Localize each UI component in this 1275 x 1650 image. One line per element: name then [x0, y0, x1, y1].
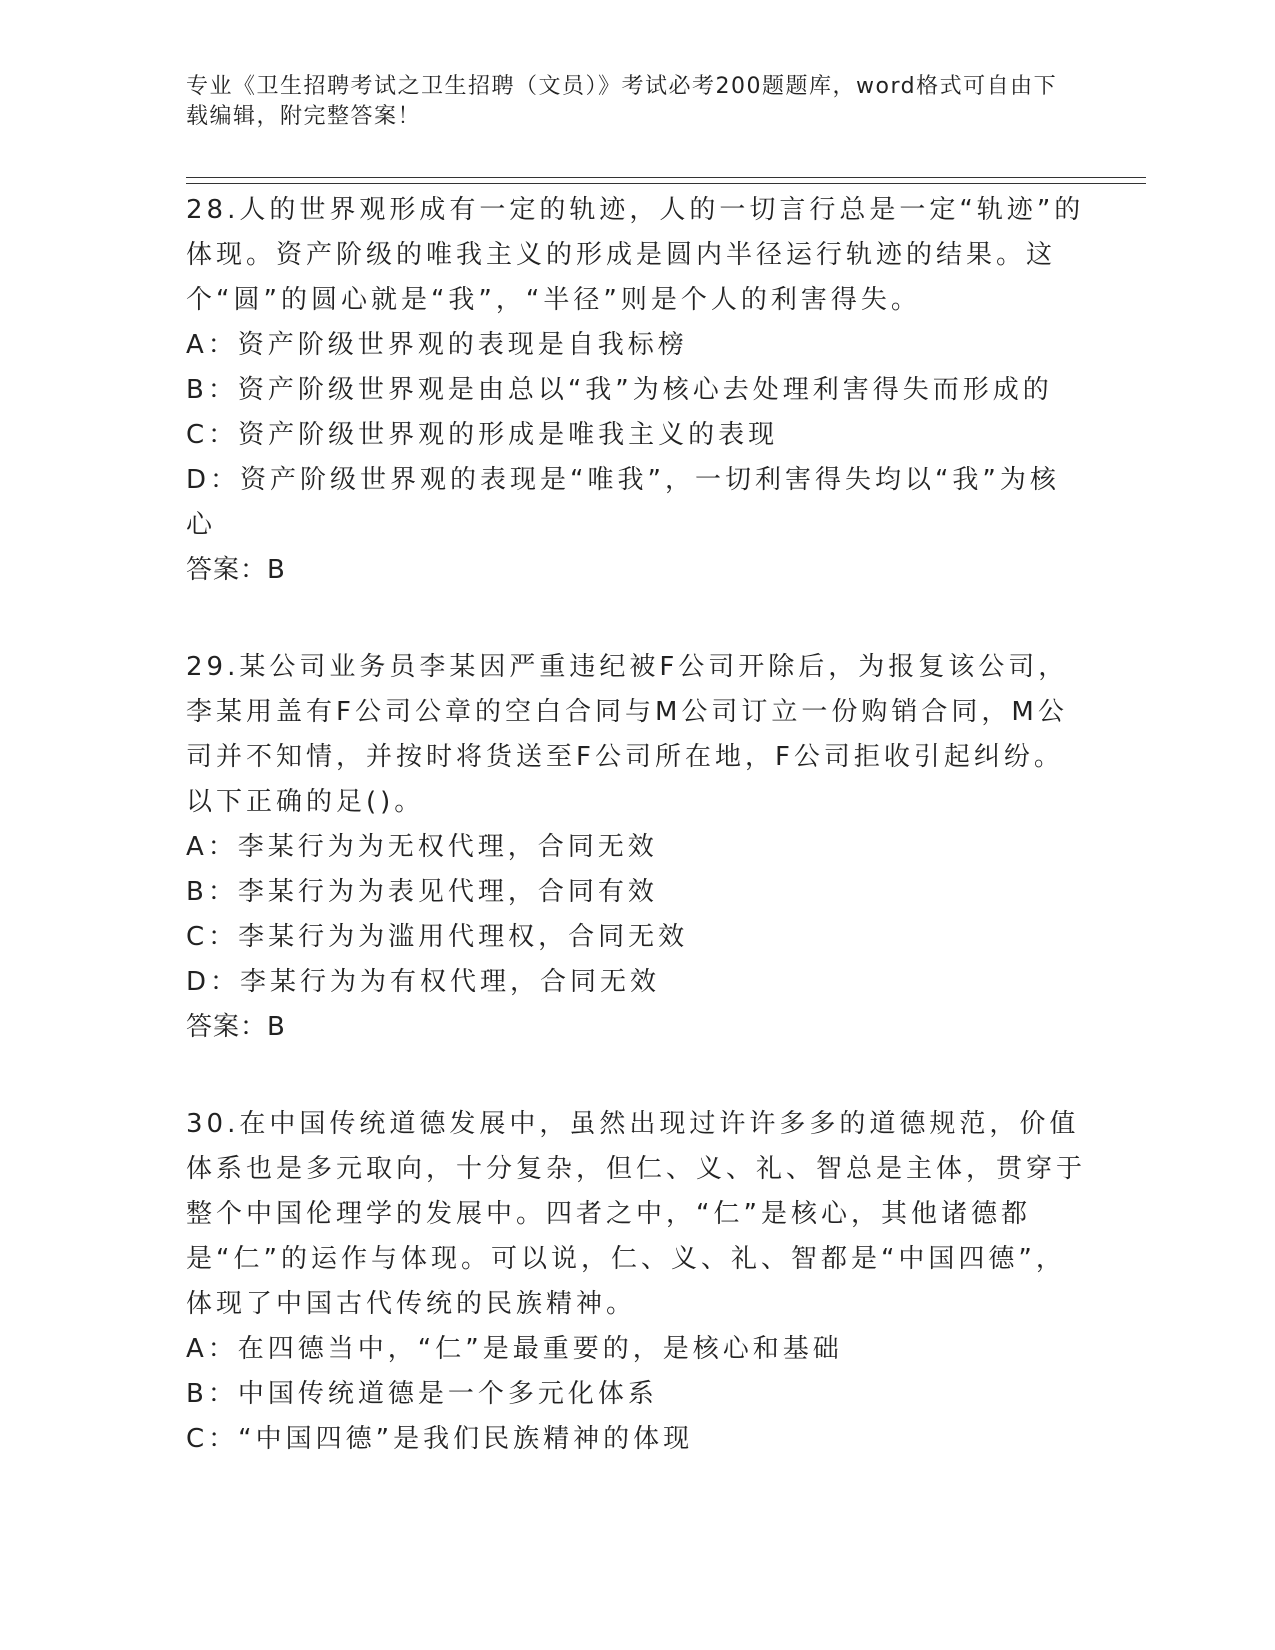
option-c: C：“中国四德”是我们民族精神的体现 — [186, 1424, 694, 1454]
option-b: B：中国传统道德是一个多元化体系 — [186, 1379, 658, 1409]
option-a: A：在四德当中，“仁”是最重要的，是核心和基础 — [186, 1334, 843, 1364]
question-stem: 30.在中国传统道德发展中，虽然出现过许许多多的道德规范，价值体系也是多元取向，十分复杂，但仁、义、礼、智总是主体，贯穿于整个中国伦理学的发展中。四者之中，“仁”是核心，其他诸德都是“仁”的运作与体现。可以说，仁、义、礼、智都是“中国四德”，体现了中国古代传统的民族精神。 — [186, 1109, 1087, 1319]
question-stem: 29.某公司业务员李某因严重违纪被F公司开除后，为报复该公司，李某用盖有F公司公章的空白合同与M公司订立一份购销合同，M公司并不知情，并按时将货送至F公司所在地，F公司拒收引起纠纷。以下正确的足()。 — [186, 652, 1069, 817]
header-divider-bottom — [186, 183, 1146, 184]
option-a: A：李某行为为无权代理，合同无效 — [186, 832, 658, 862]
option-d: D：李某行为为有权代理，合同无效 — [186, 967, 661, 997]
question-list — [186, 188, 1086, 1514]
answer-line: 答案：B — [186, 1012, 286, 1042]
question-30 — [186, 1102, 1086, 1462]
document-header: 专业《卫生招聘考试之卫生招聘（文员）》考试必考200题题库，word格式可自由下载编辑，附完整答案！ — [186, 74, 1058, 129]
header-divider-top — [186, 177, 1146, 178]
question-28 — [186, 188, 1086, 593]
option-b: B：李某行为为表见代理，合同有效 — [186, 877, 658, 907]
question-stem: 28.人的世界观形成有一定的轨迹，人的一切言行总是一定“轨迹”的体现。资产阶级的唯我主义的形成是圆内半径运行轨迹的结果。这个“圆”的圆心就是“我”，“半径”则是个人的利害得失。 — [186, 195, 1085, 315]
option-a: A：资产阶级世界观的表现是自我标榜 — [186, 330, 688, 360]
answer-line: 答案：B — [186, 555, 286, 585]
option-b: B：资产阶级世界观是由总以“我”为核心去处理利害得失而形成的 — [186, 375, 1053, 405]
option-c: C：李某行为为滥用代理权，合同无效 — [186, 922, 689, 952]
question-29 — [186, 645, 1086, 1050]
option-d: D：资产阶级世界观的表现是“唯我”，一切利害得失均以“我”为核心 — [186, 465, 1060, 540]
option-c: C：资产阶级世界观的形成是唯我主义的表现 — [186, 420, 779, 450]
